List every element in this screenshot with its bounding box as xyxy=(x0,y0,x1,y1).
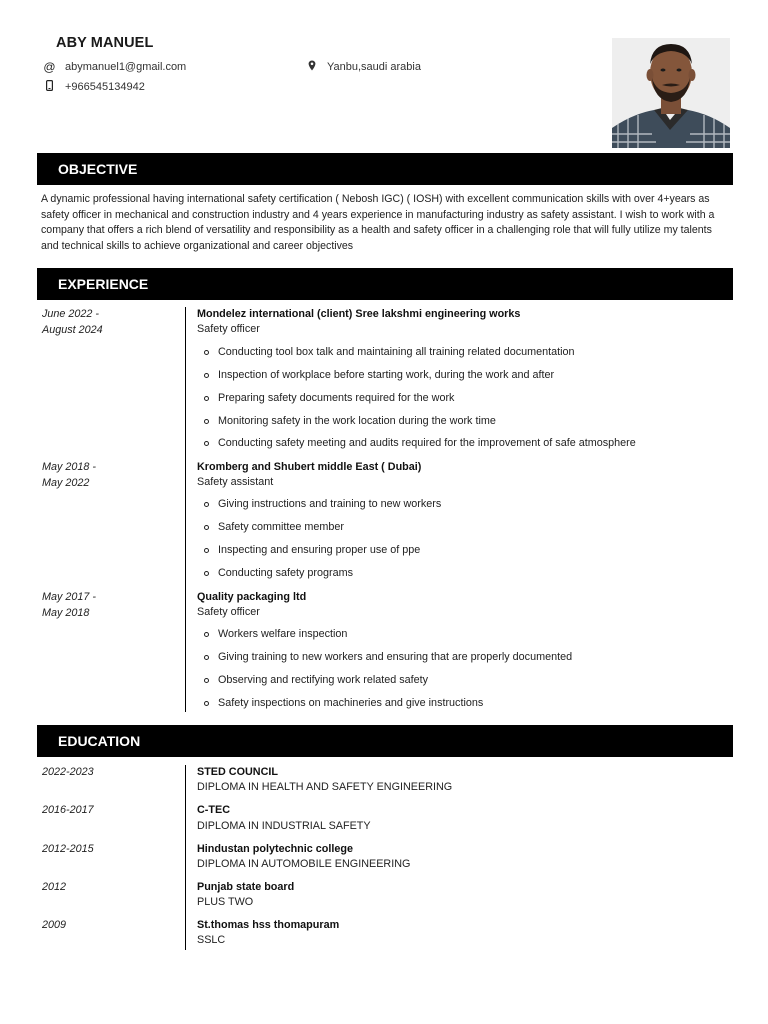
job-duty-text: Observing and rectifying work related safety xyxy=(218,674,429,686)
job-date-from: May 2017 - xyxy=(42,591,97,603)
bullet-icon xyxy=(204,525,209,530)
bullet-icon xyxy=(204,678,209,683)
job-duty xyxy=(204,392,454,404)
job-duty xyxy=(204,697,483,709)
job-date-to: May 2022 xyxy=(42,476,90,489)
bullet-icon xyxy=(204,419,209,424)
phone-icon xyxy=(43,80,56,94)
job-duty xyxy=(204,651,572,663)
email-text: abymanuel1@gmail.com xyxy=(65,61,187,73)
job-duty xyxy=(204,521,344,533)
bullet-icon xyxy=(204,548,209,553)
candidate-name: ABY MANUEL xyxy=(56,35,154,51)
objective-text: A dynamic professional having international safety certification ( Nebosh IGC) ( IOSH) with excellent communication skills with over 4+years as safety officer in mechanical and construction industry and 4 years experience in manufacturing industry as safety assistant. I wish to work with a company that offers a rich blend of versatility and responsibility as a health and safety officer in a challenging role that will fully utilize my talents and technical skills to achieve organizational and career objectives xyxy=(41,193,715,252)
job-duty-text: Giving training to new workers and ensuring that are properly documented xyxy=(218,651,573,663)
job-duty-text: Conducting safety meeting and audits required for the improvement of safe atmosphere xyxy=(218,437,636,449)
job-duty-text: Preparing safety documents required for the work xyxy=(218,392,455,404)
objective-heading: OBJECTIVE xyxy=(37,153,733,185)
job-duty xyxy=(204,544,420,556)
job-duty xyxy=(204,628,347,640)
job-duty xyxy=(204,567,353,579)
education-institution: Hindustan polytechnic college xyxy=(197,843,353,855)
job-role: Safety officer xyxy=(197,323,260,335)
education-qualification: DIPLOMA IN AUTOMOBILE ENGINEERING xyxy=(197,858,411,870)
education-years: 2022-2023 xyxy=(42,766,94,778)
job-duty-text: Conducting safety programs xyxy=(218,567,354,579)
bullet-icon xyxy=(204,502,209,507)
email-contact xyxy=(43,60,186,74)
job-date-to: August 2024 xyxy=(42,323,103,336)
job-duty-text: Safety inspections on machineries and give instructions xyxy=(218,697,484,709)
bullet-icon xyxy=(204,632,209,637)
education-qualification: DIPLOMA IN HEALTH AND SAFETY ENGINEERING xyxy=(197,781,453,793)
education-years: 2009 xyxy=(42,919,67,931)
bullet-icon xyxy=(204,441,209,446)
job-date-from: June 2022 - xyxy=(42,308,100,320)
location-text: Yanbu,saudi arabia xyxy=(327,61,421,73)
education-qualification: SSLC xyxy=(197,934,226,946)
phone-text: +966545134942 xyxy=(65,81,145,93)
bullet-icon xyxy=(204,701,209,706)
profile-photo xyxy=(612,38,730,148)
job-duty xyxy=(204,415,496,427)
experience-heading: EXPERIENCE xyxy=(37,268,733,300)
education-institution: C-TEC xyxy=(197,804,230,816)
job-duty xyxy=(204,346,575,358)
job-duty-text: Workers welfare inspection xyxy=(218,628,348,640)
job-date xyxy=(42,460,96,491)
education-institution: St.thomas hss thomapuram xyxy=(197,919,340,931)
job-company: Kromberg and Shubert middle East ( Dubai) xyxy=(197,461,422,473)
education-years: 2012 xyxy=(42,881,67,893)
phone-contact xyxy=(43,80,145,94)
at-icon: @ xyxy=(43,60,56,74)
education-divider xyxy=(185,765,186,950)
job-duty xyxy=(204,498,441,510)
job-duty-text: Inspection of workplace before starting work, during the work and after xyxy=(218,369,555,381)
job-duty-text: Monitoring safety in the work location during the work time xyxy=(218,415,496,427)
education-heading: EDUCATION xyxy=(37,725,733,757)
bullet-icon xyxy=(204,350,209,355)
education-years: 2016-2017 xyxy=(42,804,94,816)
job-date xyxy=(42,590,96,621)
job-duty xyxy=(204,674,428,686)
education-institution: STED COUNCIL xyxy=(197,766,278,778)
job-role: Safety officer xyxy=(197,606,260,618)
job-duty xyxy=(204,369,554,381)
job-date-to: May 2018 xyxy=(42,606,90,619)
bullet-icon xyxy=(204,655,209,660)
job-duty-text: Conducting tool box talk and maintaining all training related documentation xyxy=(218,346,575,358)
map-pin-icon xyxy=(305,60,318,74)
job-date-from: May 2018 - xyxy=(42,461,97,473)
education-qualification: PLUS TWO xyxy=(197,896,254,908)
job-company: Mondelez international (client) Sree lakshmi engineering works xyxy=(197,308,521,320)
job-duty xyxy=(204,437,636,449)
job-duty-text: Giving instructions and training to new workers xyxy=(218,498,442,510)
education-qualification: DIPLOMA IN INDUSTRIAL SAFETY xyxy=(197,820,371,832)
job-duty-text: Inspecting and ensuring proper use of ppe xyxy=(218,544,421,556)
education-institution: Punjab state board xyxy=(197,881,295,893)
location-contact xyxy=(305,60,421,74)
bullet-icon xyxy=(204,396,209,401)
job-date xyxy=(42,307,103,338)
job-company: Quality packaging ltd xyxy=(197,591,307,603)
experience-divider xyxy=(185,307,186,712)
bullet-icon xyxy=(204,571,209,576)
job-role: Safety assistant xyxy=(197,476,274,488)
job-duty-text: Safety committee member xyxy=(218,521,345,533)
bullet-icon xyxy=(204,373,209,378)
education-years: 2012-2015 xyxy=(42,843,94,855)
